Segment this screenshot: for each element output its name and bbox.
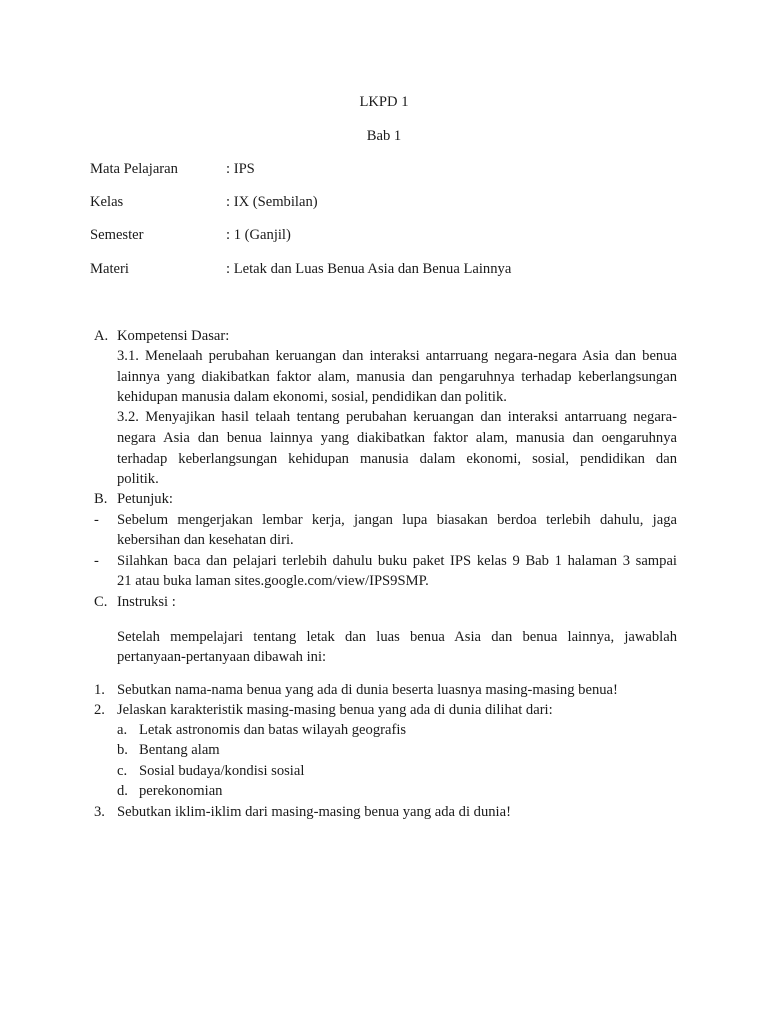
info-value: : 1 (Ganjil) [226,227,291,243]
info-row-material [90,261,690,281]
info-label: Kelas [90,194,124,210]
info-row-semester [90,227,690,247]
sub-item-letter: b. [117,742,128,758]
kd2-line: negara Asia dan benua lainnya yang diakibatkan faktor alam, manusia dan oengaruhnya [117,430,677,446]
sub-item-text: Sosial budaya/kondisi sosial [139,763,305,779]
section-b-heading: Petunjuk: [117,491,173,507]
kd1-line: kehidupan manusia dalam ekonomi, sosial, pendidikan dan politik. [117,389,507,405]
sub-item-text: Bentang alam [139,742,220,758]
question-text: Sebutkan nama-nama benua yang ada di dunia beserta luasnya masing-masing benua! [117,682,618,698]
section-a-marker: A. [94,328,109,344]
instruction-intro-line: pertanyaan-pertanyaan dibawah ini: [117,649,327,665]
section-c-marker: C. [94,594,108,610]
bullet-dash: - [94,553,99,569]
sub-item-letter: c. [117,763,128,779]
instruction-line: Sebelum mengerjakan lembar kerja, jangan lupa biasakan berdoa terlebih dahulu, jaga [117,512,677,528]
instruction-line: 21 atau buka laman sites.google.com/view/IPS9SMP. [117,573,429,589]
info-label: Mata Pelajaran [90,161,178,177]
worksheet-title: LKPD 1 [359,94,409,110]
kd2-line: 3.2. Menyajikan hasil telaah tentang perubahan keruangan dan interaksi antarruang negara- [117,409,677,425]
info-value: : Letak dan Luas Benua Asia dan Benua Lainnya [226,261,512,277]
chapter-label: Bab 1 [366,128,402,144]
question-number: 1. [94,682,105,698]
kd1-line: lainnya yang diakibatkan faktor alam, manusia dan pengaruhnya terhadap keberlangsungan [117,369,677,385]
question-number: 2. [94,702,105,718]
sub-item-letter: a. [117,722,128,738]
question-text: Sebutkan iklim-iklim dari masing-masing benua yang ada di dunia! [117,804,511,820]
instruction-line: Silahkan baca dan pelajari terlebih dahulu buku paket IPS kelas 9 Bab 1 halaman 3 sampai [117,553,677,569]
info-label: Materi [90,261,129,277]
kd1-line: 3.1. Menelaah perubahan keruangan dan interaksi antarruang negara-negara Asia dan benua [117,348,677,364]
kd2-line: politik. [117,471,159,487]
instruction-line: kebersihan dan kesehatan diri. [117,532,294,548]
info-row-subject [90,161,690,181]
question-text: Jelaskan karakteristik masing-masing benua yang ada di dunia dilihat dari: [117,702,553,718]
sub-item-text: Letak astronomis dan batas wilayah geografis [139,722,407,738]
info-label: Semester [90,227,144,243]
sub-item-letter: d. [117,783,128,799]
bullet-dash: - [94,512,99,528]
section-a-heading: Kompetensi Dasar: [117,328,230,344]
info-value: : IPS [226,161,255,177]
section-c-heading: Instruksi : [117,594,176,610]
sub-item-text: perekonomian [139,783,223,799]
kd2-line: terhadap keberlangsungan kehidupan manusia dalam ekonomi, sosial, pendidikan dan [117,451,677,467]
instruction-intro-line: Setelah mempelajari tentang letak dan luas benua Asia dan benua lainnya, jawablah [117,629,677,645]
question-number: 3. [94,804,105,820]
info-value: : IX (Sembilan) [226,194,318,210]
section-b-marker: B. [94,491,108,507]
info-row-class [90,194,690,214]
